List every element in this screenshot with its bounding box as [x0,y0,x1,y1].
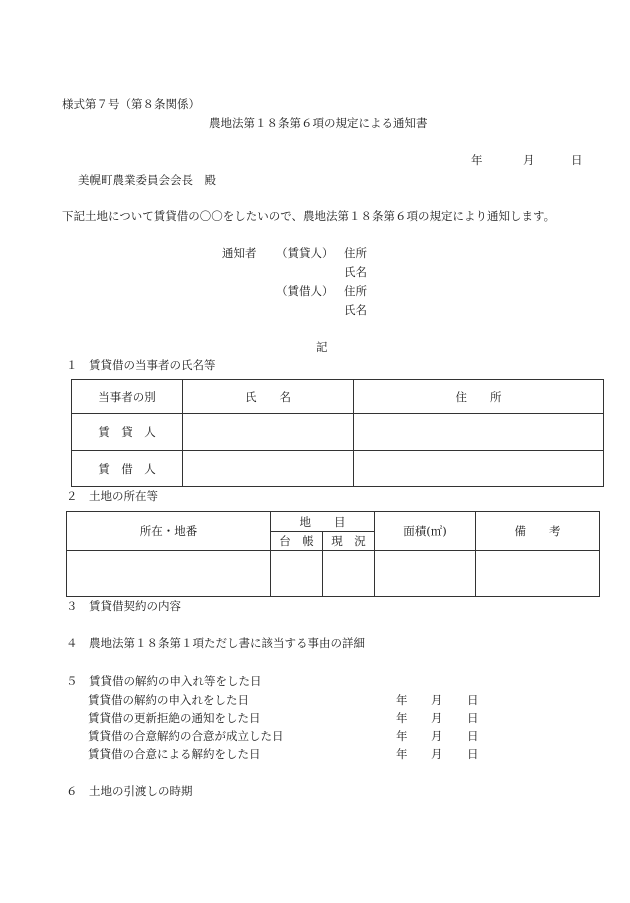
form-reference: 様式第７号（第８条関係） [62,97,200,111]
section6-title: ６ 土地の引渡しの時期 [66,784,193,798]
ki-marker: 記 [316,340,328,354]
land-header-remarks: 備 考 [476,512,600,551]
land-ledger-cell[interactable] [271,551,323,597]
land-header-location: 所在・地番 [67,512,271,551]
section3-title: ３ 賃貸借契約の内容 [66,599,181,613]
date-year-label: 年 [396,747,408,761]
date-day-label: 日 [467,711,479,725]
termination-item-label: 賃貸借の合意解約の合意が成立した日 [88,729,284,743]
land-actual-cell[interactable] [323,551,375,597]
parties-header-name: 氏 名 [183,380,354,414]
intro-text: 下記土地について賃貸借の〇〇をしたいので、農地法第１８条第６項の規定により通知します。 [62,209,556,223]
date-year-label: 年 [396,693,408,707]
date-month-label: 月 [523,153,535,167]
section1-title: １ 賃貸借の当事者の氏名等 [66,358,216,372]
land-table [66,511,600,597]
lessor-address-label: 住所 [344,246,367,260]
parties-table [71,379,604,487]
lessor-label: （賃貸人） [276,246,334,260]
parties-header-address: 住 所 [354,380,604,414]
parties-header-type: 当事者の別 [72,380,183,414]
date-day-label: 日 [467,747,479,761]
land-location-cell[interactable] [67,551,271,597]
date-year-label: 年 [396,729,408,743]
lessee-address-label: 住所 [344,284,367,298]
land-area-cell[interactable] [375,551,476,597]
section2-title: ２ 土地の所在等 [66,489,158,503]
lessor-row-label: 賃 貸 人 [72,414,183,451]
land-remarks-cell[interactable] [476,551,600,597]
land-header-ledger: 台 帳 [271,532,323,551]
lessee-name-cell[interactable] [183,451,354,487]
document-title: 農地法第１８条第６項の規定による通知書 [209,116,428,130]
date-month-label: 月 [431,711,443,725]
date-month-label: 月 [431,729,443,743]
date-month-label: 月 [431,747,443,761]
lessee-row-label: 賃 借 人 [72,451,183,487]
termination-item-label: 賃貸借の解約の申入れをした日 [88,693,249,707]
lessor-name-label: 氏名 [344,265,367,279]
notifier-label: 通知者 [222,246,257,260]
lessee-label: （賃借人） [276,284,334,298]
date-day-label: 日 [467,693,479,707]
addressee: 美幌町農業委員会会長 殿 [78,173,216,187]
date-month-label: 月 [431,693,443,707]
lessor-address-cell[interactable] [354,414,604,451]
date-day-label: 日 [467,729,479,743]
section5-title: ５ 賃貸借の解約の申入れ等をした日 [66,674,262,688]
termination-item-label: 賃貸借の合意による解約をした日 [88,747,261,761]
date-year-label: 年 [396,711,408,725]
date-day-label: 日 [571,153,583,167]
land-header-area: 面積(㎡) [375,512,476,551]
table-row [72,414,604,451]
lessee-address-cell[interactable] [354,451,604,487]
land-header-category: 地 目 [271,512,375,532]
termination-item-label: 賃貸借の更新拒絶の通知をした日 [88,711,261,725]
lessee-name-label: 氏名 [344,303,367,317]
section4-title: ４ 農地法第１８条第１項ただし書に該当する事由の詳細 [66,636,365,650]
land-header-actual: 現 況 [323,532,375,551]
lessor-name-cell[interactable] [183,414,354,451]
date-year-label: 年 [471,153,483,167]
parties-header-row [72,380,604,414]
table-row [67,551,600,597]
table-row [72,451,604,487]
